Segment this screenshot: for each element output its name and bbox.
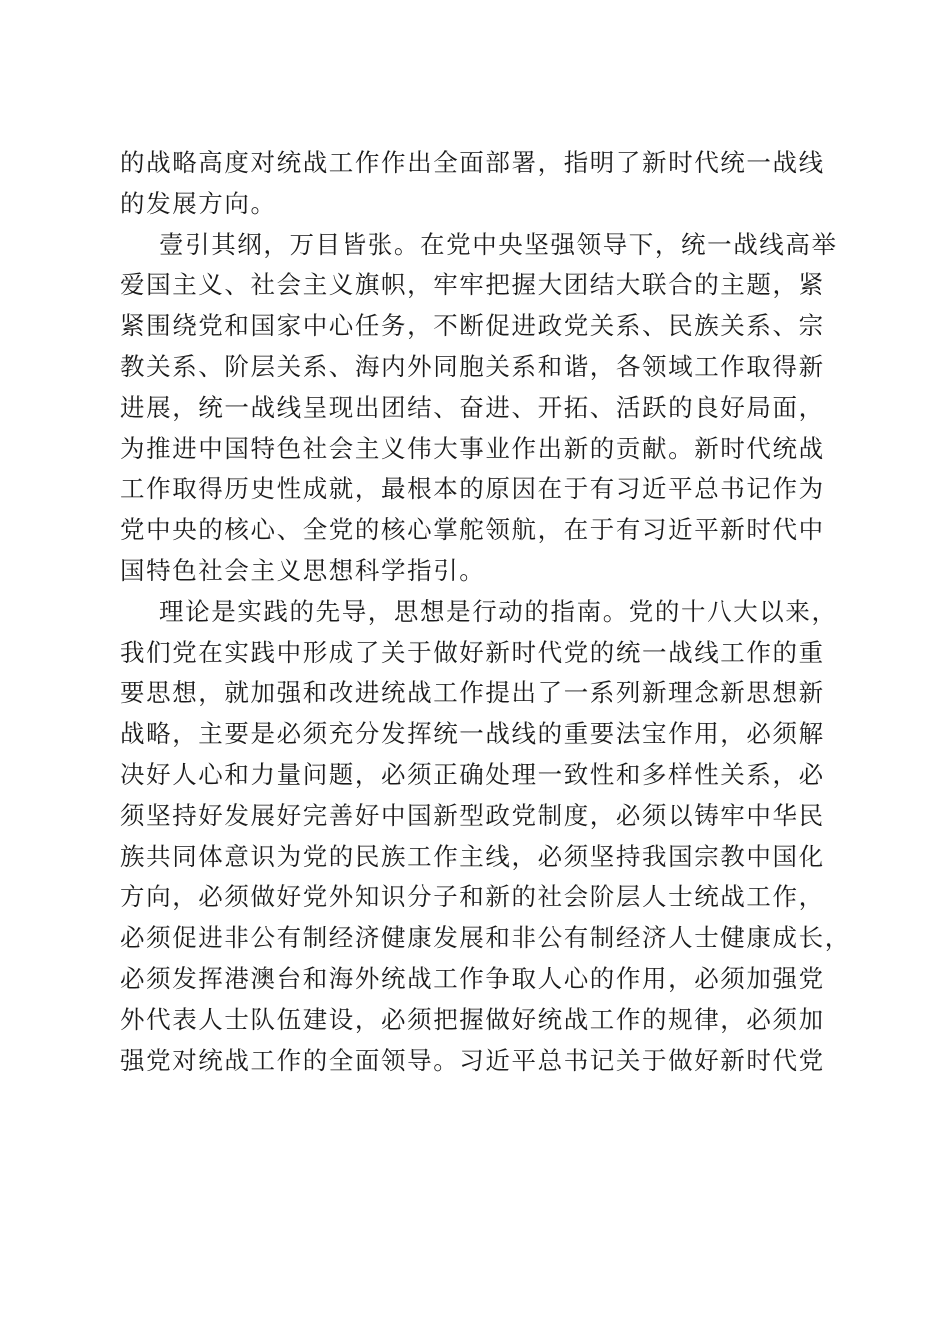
text-line: 党中央的核心、全党的核心掌舵领航，在于有习近平新时代中 [120,515,825,545]
text-line: 决好人心和力量问题，必须正确处理一致性和多样性关系，必 [120,759,825,789]
text-line: 教关系、阶层关系、海内外同胞关系和谐，各领域工作取得新 [120,351,825,381]
text-line: 方向，必须做好党外知识分子和新的社会阶层人士统战工作， [120,882,825,912]
text-line: 工作取得历史性成就，最根本的原因在于有习近平总书记作为 [120,474,825,504]
text-line: 要思想，就加强和改进统战工作提出了一系列新理念新思想新 [120,678,825,708]
text-line: 国特色社会主义思想科学指引。 [120,555,486,585]
text-line: 必须促进非公有制经济健康发展和非公有制经济人士健康成长， [120,923,851,953]
body-text [120,143,851,1081]
text-line: 的战略高度对统战工作作出全面部署，指明了新时代统一战线 [120,148,825,177]
paragraph-start-line: 理论是实践的先导，思想是行动的指南。党的十八大以来， [159,596,838,626]
text-line: 爱国主义、社会主义旗帜，牢牢把握大团结大联合的主题，紧 [120,270,825,300]
text-line: 强党对统战工作的全面领导。习近平总书记关于做好新时代党 [120,1045,825,1075]
text-line: 须坚持好发展好完善好中国新型政党制度，必须以铸牢中华民 [120,800,825,830]
text-line: 族共同体意识为党的民族工作主线，必须坚持我国宗教中国化 [120,841,825,871]
text-line: 必须发挥港澳台和海外统战工作争取人心的作用，必须加强党 [120,963,825,993]
text-line: 外代表人士队伍建设，必须把握做好统战工作的规律，必须加 [120,1004,825,1034]
text-line: 我们党在实践中形成了关于做好新时代党的统一战线工作的重 [120,637,825,667]
text-line: 的发展方向。 [120,188,277,218]
text-line: 紧围绕党和国家中心任务，不断促进政党关系、民族关系、宗 [120,311,825,341]
paragraph-start-line: 壹引其纲，万目皆张。在党中央坚强领导下，统一战线高举 [159,229,838,259]
text-line: 进展，统一战线呈现出团结、奋进、开拓、活跃的良好局面， [120,392,825,422]
text-line: 为推进中国特色社会主义伟大事业作出新的贡献。新时代统战 [120,433,825,463]
text-line: 战略，主要是必须充分发挥统一战线的重要法宝作用，必须解 [120,719,825,749]
